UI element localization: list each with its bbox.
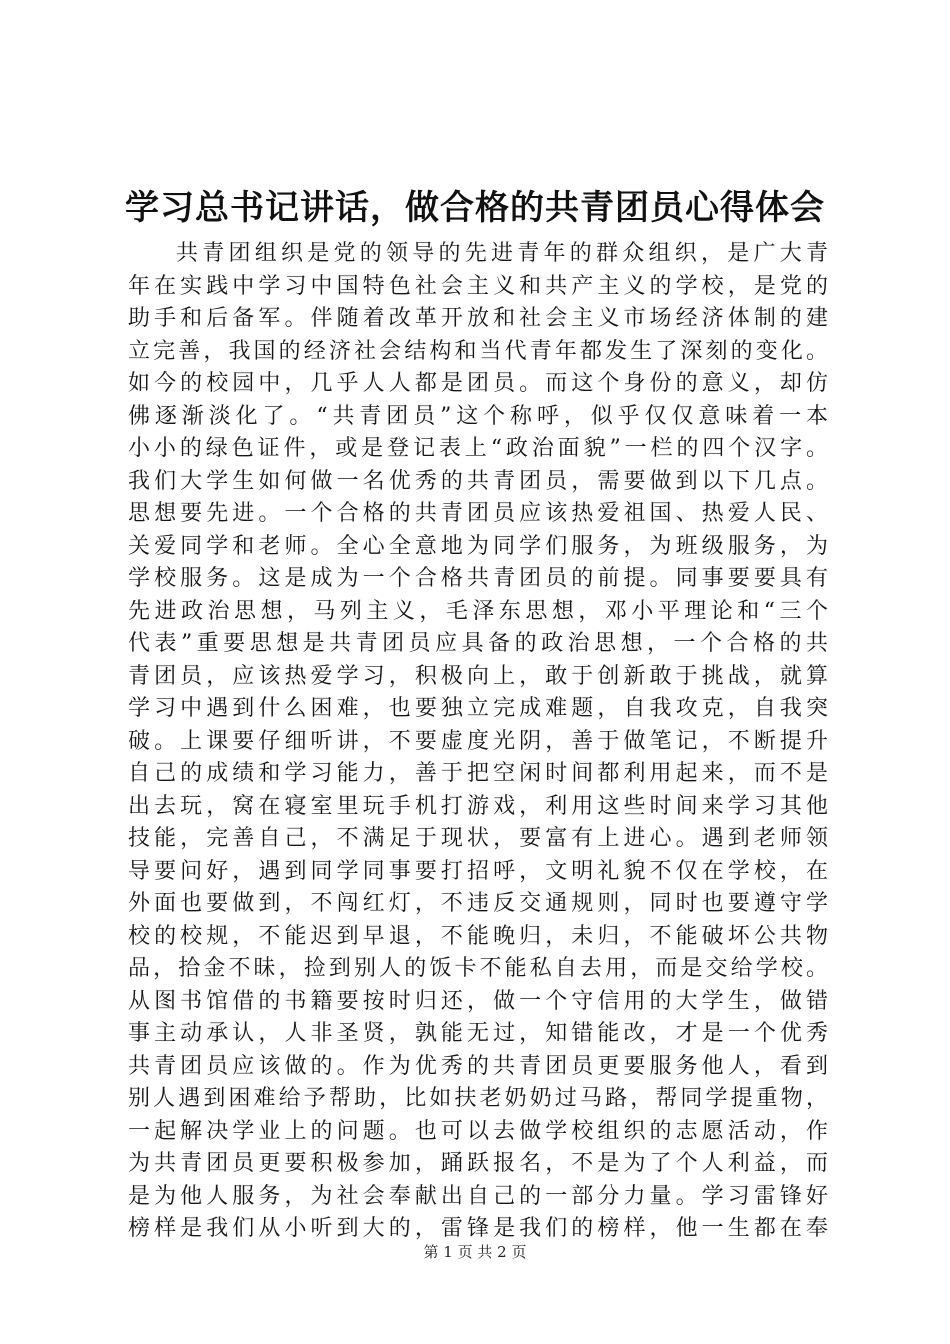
body-line: 助手和后备军。伴随着改革开放和社会主义市场经济体制的建 (128, 306, 828, 331)
body-line: 事主动承认，人非圣贤，孰能无过，知错能改，才是一个优秀 (128, 1021, 828, 1046)
body-line: 导要问好，遇到同学同事要打招呼，文明礼貌不仅在学校，在 (128, 858, 828, 884)
body-line: 学校服务。这是成为一个合格共青团员的前提。同事要要具有 (128, 566, 828, 591)
body-line: 共青团组织是党的领导的先进青年的群众组织，是广大青 (176, 241, 828, 266)
body-line: 关爱同学和老师。全心全意地为同学们服务，为班级服务，为 (128, 533, 828, 559)
body-line: 别人遇到困难给予帮助，比如扶老奶奶过马路，帮同学提重物， (128, 1086, 828, 1111)
body-line: 从图书馆借的书籍要按时归还，做一个守信用的大学生，做错 (128, 988, 828, 1014)
body-line: 我们大学生如何做一名优秀的共青团员，需要做到以下几点。 (128, 468, 828, 494)
body-line: 如今的校园中，几乎人人都是团员。而这个身份的意义，却仿 (128, 371, 828, 396)
body-line: 为共青团员更要积极参加，踊跃报名，不是为了个人利益，而 (128, 1151, 828, 1176)
body-line: 一起解决学业上的问题。也可以去做学校组织的志愿活动，作 (128, 1118, 828, 1144)
page-footer: 第 1 页 共 2 页 (423, 1243, 527, 1261)
body-line: 外面也要做到，不闯红灯，不违反交通规则，同时也要遵守学 (128, 891, 828, 916)
body-line: 思想要先进。一个合格的共青团员应该热爱祖国、热爱人民、 (128, 501, 828, 526)
body-line: 先进政治思想，马列主义，毛泽东思想，邓小平理论和“三个 (128, 598, 828, 624)
body-line: 年在实践中学习中国特色社会主义和共产主义的学校，是党的 (128, 273, 828, 299)
body-line: 出去玩，窝在寝室里玩手机打游戏，利用这些时间来学习其他 (128, 793, 828, 819)
body-line: 自己的成绩和学习能力，善于把空闲时间都利用起来，而不是 (128, 761, 828, 786)
body-line: 佛逐渐淡化了。“共青团员”这个称呼，似乎仅仅意味着一本 (128, 403, 828, 429)
body-line: 技能，完善自己，不满足于现状，要富有上进心。遇到老师领 (128, 826, 828, 851)
body-line: 品，拾金不昧，捡到别人的饭卡不能私自去用，而是交给学校。 (128, 956, 828, 981)
body-line: 共青团员应该做的。作为优秀的共青团员更要服务他人，看到 (128, 1053, 828, 1079)
body-line: 榜样是我们从小听到大的，雷锋是我们的榜样，他一生都在奉 (128, 1216, 828, 1241)
body-line: 破。上课要仔细听讲，不要虚度光阴，善于做笔记，不断提升 (128, 728, 828, 754)
body-line: 小小的绿色证件，或是登记表上“政治面貌”一栏的四个汉字。 (128, 436, 828, 461)
body-line: 青团员，应该热爱学习，积极向上，敢于创新敢于挑战，就算 (128, 663, 828, 689)
body-line: 学习中遇到什么困难，也要独立完成难题，自我攻克，自我突 (128, 696, 828, 721)
body-line: 校的校规，不能迟到早退，不能晚归，未归，不能破坏公共物 (128, 923, 828, 949)
document-body (128, 238, 828, 1246)
body-line: 代表”重要思想是共青团员应具备的政治思想，一个合格的共 (128, 631, 828, 656)
body-line: 立完善，我国的经济社会结构和当代青年都发生了深刻的变化。 (128, 338, 828, 364)
body-line: 是为他人服务，为社会奉献出自己的一部分力量。学习雷锋好 (128, 1183, 828, 1209)
document-title: 学习总书记讲话，做合格的共青团员心得体会 (125, 188, 825, 228)
